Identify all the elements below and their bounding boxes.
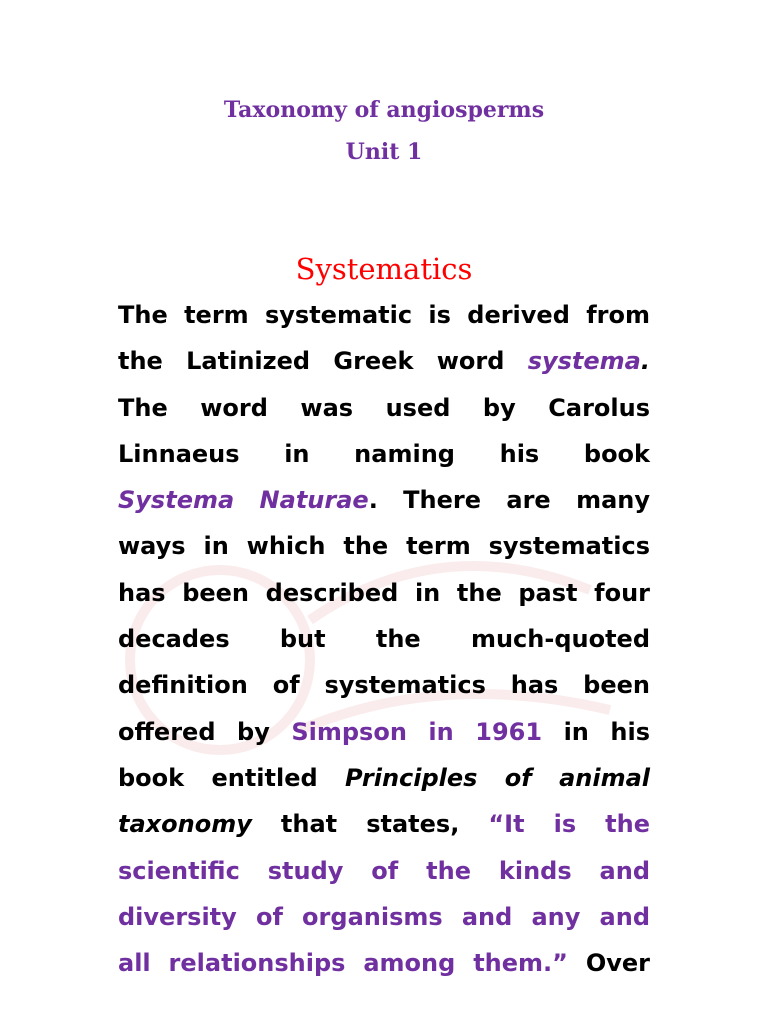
definition-quote: “It is the <box>488 810 651 839</box>
book-title-principles-cont: taxonomy <box>118 810 252 839</box>
paragraph-line: The word was used by Carolus <box>118 393 650 422</box>
paragraph-line: the Latinized Greek word systema. <box>118 347 650 376</box>
paragraph-line: has been described in the past four <box>118 578 650 607</box>
paragraph-line: all relationships among them.” Over <box>118 949 651 978</box>
book-title-systema-naturae: Systema Naturae <box>118 486 369 515</box>
term-systema: systema <box>527 347 641 376</box>
book-title-principles: Principles of animal <box>345 763 651 792</box>
paragraph-line: Linnaeus in naming his book <box>118 439 650 468</box>
paragraph-line: diversity of organisms and any and <box>118 902 650 931</box>
definition-quote-end: all relationships among them.” <box>118 949 568 978</box>
course-title: Taxonomy of angiosperms <box>223 97 545 123</box>
simpson-reference: Simpson in 1961 <box>291 717 543 746</box>
paragraph-line: Systema Naturae. There are many <box>118 486 650 515</box>
paragraph-line: scientific study of the kinds and <box>118 856 650 885</box>
paragraph-line: offered by Simpson in 1961 in his <box>118 717 650 746</box>
paragraph-line: decades but the much-quoted <box>118 625 650 654</box>
paragraph-line: The term systematic is derived from <box>118 301 650 329</box>
paragraph-line: taxonomy that states, “It is the <box>118 810 651 839</box>
paragraph-line: definition of systematics has been <box>118 671 650 700</box>
body-paragraph <box>118 292 650 986</box>
unit-title: Unit 1 <box>345 139 423 165</box>
paragraph-line: ways in which the term systematics <box>118 532 650 561</box>
paragraph-line: book entitled Principles of animal <box>118 763 651 792</box>
section-heading: Systematics <box>295 252 473 286</box>
